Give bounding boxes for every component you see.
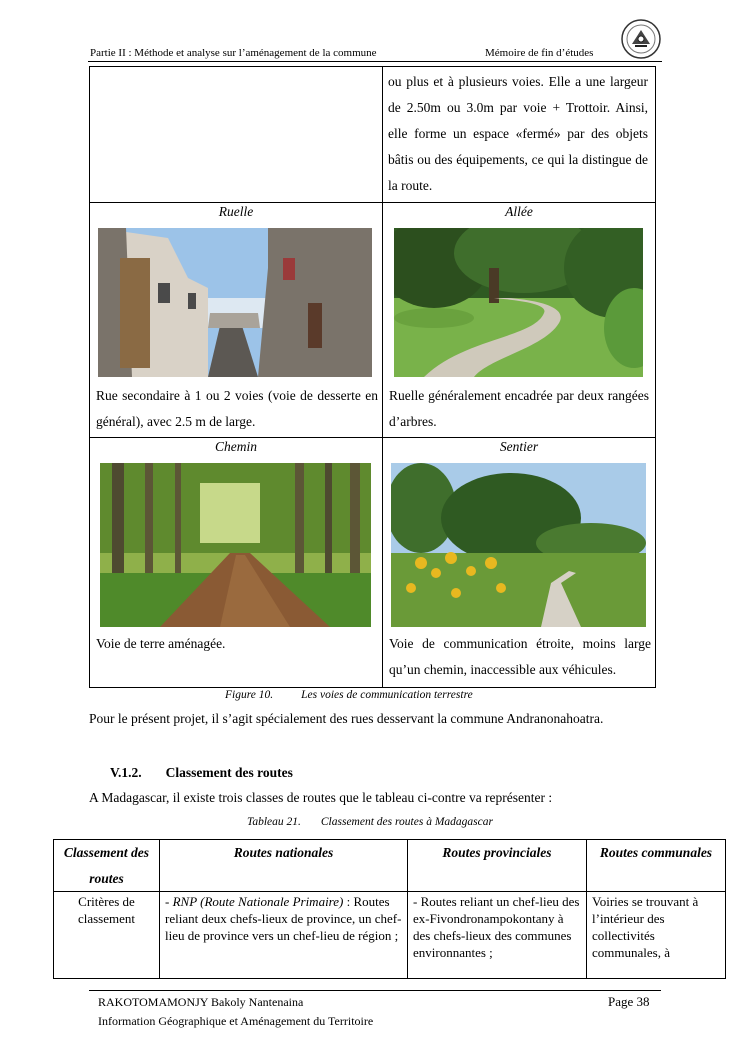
- table-cell-nationales: [165, 893, 403, 944]
- footer-rule: [89, 990, 661, 991]
- footer-page-number: Page 38: [608, 994, 650, 1009]
- footer-department: Information Géographique et Aménagement du Territoire: [98, 1014, 374, 1028]
- photo-ruelle: [98, 228, 372, 377]
- rnp-description: : Routes reliant deux chefs-lieux de province, un chef-lieu de province vers un chef-lieu de région ;: [165, 894, 402, 943]
- table-header-provinciales: Routes provinciales: [442, 845, 552, 860]
- road-classification-table: [53, 839, 726, 979]
- header-rule: [88, 61, 662, 62]
- cell-description-sentier: Voie de communication étroite, moins large qu’un chemin, inaccessible aux véhicules.: [389, 636, 651, 677]
- table-header-classement: Classement des routes: [63, 845, 150, 886]
- table-header-nationales: Routes nationales: [233, 845, 334, 860]
- cell-title-sentier: Sentier: [499, 439, 539, 454]
- section-title: Classement des routes: [165, 765, 293, 780]
- cell-description-chemin: Voie de terre aménagée.: [96, 636, 226, 651]
- institution-logo: [620, 18, 662, 60]
- cell-title-allee: Allée: [505, 204, 533, 219]
- cell-description-allee: Ruelle généralement encadrée par deux rangées d’arbres.: [389, 388, 649, 429]
- running-header-right: Mémoire de fin d’études: [485, 47, 594, 59]
- cell-title-ruelle: Ruelle: [218, 204, 254, 219]
- footer-author: RAKOTOMAMONJY Bakoly Nantenaina: [98, 995, 304, 1009]
- figure-row-divider: [90, 437, 655, 438]
- running-header-left: Partie II : Méthode et analyse sur l’aménagement de la commune: [90, 47, 377, 59]
- figure-column-divider: [382, 67, 383, 687]
- continued-definition-text: ou plus et à plusieurs voies. Elle a une largeur de 2.50m ou 3.0m par voie + Trottoir. Ainsi, elle forme un espace «fermé» par des objets bâtis ou des équipements, ce qui la distingue de la route.: [388, 74, 648, 193]
- section-number: V.1.2.: [110, 765, 142, 780]
- table-cell-provinciales: - Routes reliant un chef-lieu des ex-Fivondronampokontany à des chefs-lieux des communes environnantes ;: [413, 894, 580, 960]
- photo-chemin: [100, 463, 371, 627]
- paragraph-intro-table: A Madagascar, il existe trois classes de routes que le tableau ci-contre va représenter :: [89, 790, 553, 805]
- table-caption-number: Tableau 21.: [247, 816, 301, 828]
- table-cell-criteria: Critères de classement: [77, 894, 136, 926]
- figure-table: [89, 66, 656, 688]
- figure-row-divider: [90, 202, 655, 203]
- table-cell-communales: Voiries se trouvant à l’intérieur des collectivités communales, à: [592, 894, 699, 960]
- cell-title-chemin: Chemin: [215, 439, 257, 454]
- rnp-abbreviation: - RNP (Route Nationale Primaire): [165, 894, 344, 909]
- cell-description-ruelle: Rue secondaire à 1 ou 2 voies (voie de desserte en général), avec 2.5 m de large.: [96, 388, 378, 429]
- photo-allee: [394, 228, 643, 377]
- section-heading: [110, 765, 293, 781]
- table-caption: [247, 816, 493, 828]
- photo-sentier: [391, 463, 646, 627]
- table-caption-text: Classement des routes à Madagascar: [320, 816, 493, 828]
- paragraph-project: Pour le présent projet, il s’agit spécialement des rues desservant la commune Andranonahoatra.: [89, 711, 604, 726]
- figure-caption: [225, 689, 473, 701]
- figure-caption-text: Les voies de communication terrestre: [301, 689, 473, 701]
- figure-caption-number: Figure 10.: [225, 689, 274, 701]
- table-header-communales: Routes communales: [599, 845, 713, 860]
